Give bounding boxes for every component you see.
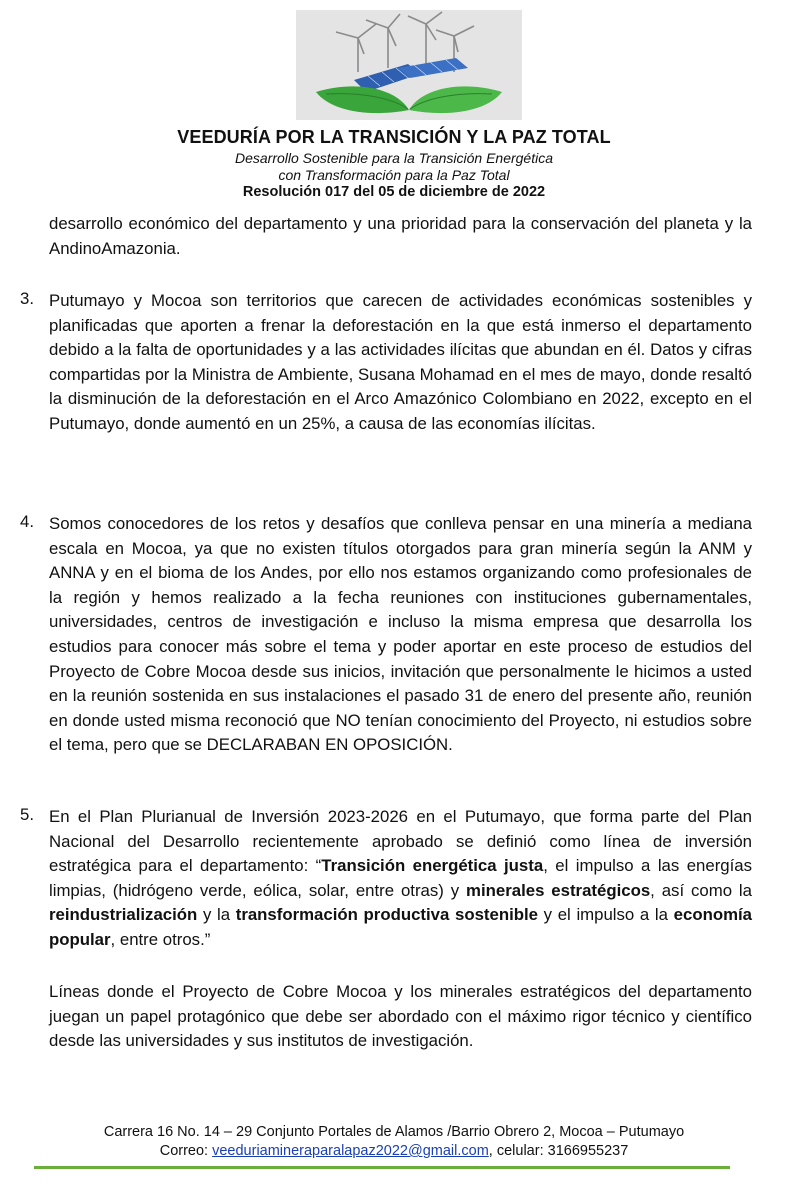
footer-divider bbox=[34, 1166, 730, 1169]
phone-text: , celular: 3166955237 bbox=[488, 1143, 629, 1159]
organization-title: VEEDURÍA POR LA TRANSICIÓN Y LA PAZ TOTAL bbox=[177, 127, 611, 147]
organization-subtitle-line2: con Transformación para la Paz Total bbox=[278, 167, 510, 183]
list-item-text bbox=[49, 805, 752, 953]
list-item-number: 3. bbox=[20, 289, 34, 308]
closing-paragraph: Líneas donde el Proyecto de Cobre Mocoa y los minerales estratégicos del departamento juegan un papel protagónico que debe ser abordado con el máximo rigor técnico y científico desde las universidades y sus institutos de investigación. bbox=[49, 982, 752, 1051]
organization-subtitle-line1: Desarrollo Sostenible para la Transición Energética bbox=[234, 150, 553, 166]
text-segment: y la bbox=[197, 905, 236, 925]
list-item-number: 5. bbox=[20, 805, 34, 824]
bold-phrase: minerales estratégicos bbox=[466, 880, 651, 900]
list-item-text: Putumayo y Mocoa son territorios que carecen de actividades económicas sostenibles y planificadas que aporten a frenar la deforestación en la que está inmerso el departamento debido a la falta de oportunidades y a las actividades ilícitas que abundan en él. Datos y cifras compartidas por la Ministra de Ambiente, Susana Mohamad en el mes de mayo, donde resaltó la disminución de la deforestación en el Arco Amazónico Colombiano en 2022, excepto en el Putumayo, donde aumentó en un 25%, a causa de las economías ilícitas. bbox=[49, 291, 752, 433]
bold-phrase: economía popular bbox=[49, 905, 752, 949]
email-link[interactable]: veeduriamineraparalapaz2022@gmail.com bbox=[212, 1143, 489, 1159]
text-segment: , el impulso a las energías limpias, (hidrógeno verde, eólica, solar, entre otras) y bbox=[49, 856, 753, 900]
intro-paragraph: desarrollo económico del departamento y una prioridad para la conservación del planeta y la AndinoAmazonia. bbox=[49, 214, 752, 258]
email-label: Correo: bbox=[159, 1143, 213, 1159]
text-segment: , entre otros.” bbox=[110, 929, 211, 949]
text-segment: En el Plan Plurianual de Inversión 2023-2026 en el Putumayo, que forma parte del Plan Nacional del Desarrollo recientemente aprobado se definió como línea de inversión estratégica para el departamento: “ bbox=[49, 807, 752, 876]
organization-logo bbox=[296, 10, 522, 120]
footer-contact bbox=[0, 1143, 788, 1159]
text-segment: , así como la bbox=[650, 880, 752, 900]
bold-phrase: reindustrialización bbox=[49, 905, 198, 925]
list-item-text: Somos conocedores de los retos y desafíos que conlleva pensar en una minería a mediana escala en Mocoa, ya que no existen títulos otorgados para gran minería según la ANM y ANNA y en el bioma de los Andes, por ello nos estamos organizando como profesionales de la región y hemos realizado a la fecha reuniones con instituciones gubernamentales, universidades, centros de investigación e incluso la misma empresa que desarrolla los estudios para conocer más sobre el tema y poder aportar en este proceso de estudios del Proyecto de Cobre Mocoa desde sus inicios, invitación que personalmente le hicimos a usted en la reunión sostenida en sus instalaciones el pasado 31 de enero del presente año, reunión en donde usted misma reconoció que NO tenían conocimiento del Proyecto, ni estudios sobre el tema, pero que se DECLARABAN EN OPOSICIÓN. bbox=[49, 514, 752, 755]
bold-phrase: Transición energética justa bbox=[321, 856, 544, 876]
footer-address: Carrera 16 No. 14 – 29 Conjunto Portales de Alamos /Barrio Obrero 2, Mocoa – Putumayo bbox=[103, 1124, 685, 1140]
list-item-number: 4. bbox=[20, 512, 34, 531]
text-segment: y el impulso a la bbox=[538, 905, 674, 925]
bold-phrase: transformación productiva sostenible bbox=[235, 905, 538, 925]
resolution-label: Resolución 017 del 05 de diciembre de 2022 bbox=[242, 184, 546, 200]
